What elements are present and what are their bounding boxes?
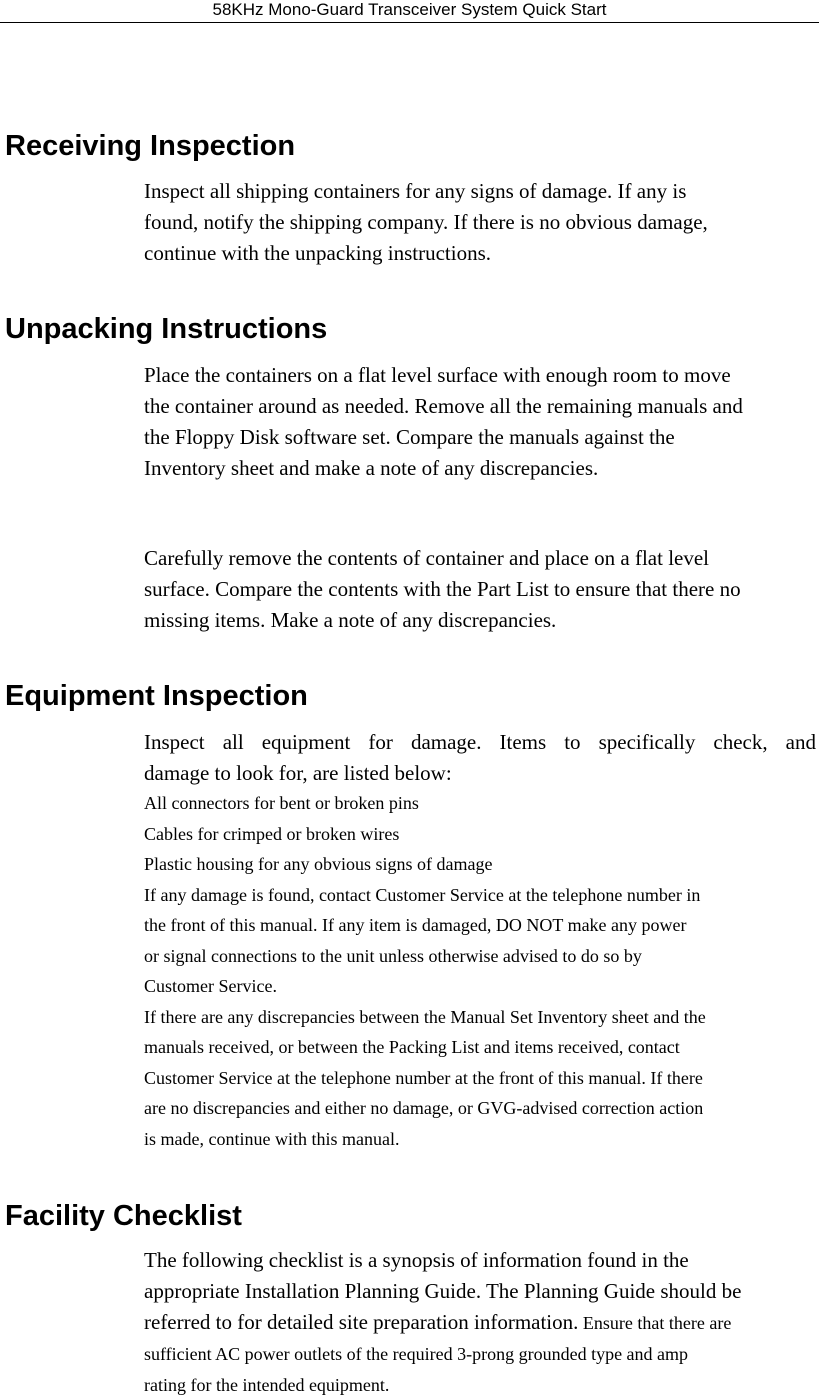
text-line: is made, continue with this manual. (144, 1124, 816, 1155)
heading-unpacking-instructions: Unpacking Instructions (5, 312, 327, 346)
justified-word: for (368, 727, 393, 758)
text-line: Inventory sheet and make a note of any discrepancies. (144, 453, 816, 484)
heading-facility-checklist: Facility Checklist (5, 1199, 242, 1233)
text-line: If there are any discrepancies between the Manual Set Inventory sheet and the (144, 1002, 816, 1033)
text-line: If any damage is found, contact Customer Service at the telephone number in (144, 880, 816, 911)
text-line: rating for the intended equipment. (144, 1370, 816, 1400)
text-line: Ensure that there are (578, 1313, 731, 1333)
justified-word: equipment (262, 727, 351, 758)
check-item: Plastic housing for any obvious signs of damage (144, 849, 816, 880)
justified-word: Items (500, 727, 547, 758)
equipment-check-list (144, 788, 816, 1154)
text-line: the front of this manual. If any item is damaged, DO NOT make any power (144, 910, 816, 941)
text-line: missing items. Make a note of any discrepancies. (144, 605, 816, 636)
text-line: manuals received, or between the Packing List and items received, contact (144, 1032, 816, 1063)
mixed-line (144, 1307, 816, 1339)
justified-word: specifically (599, 727, 696, 758)
text-line: surface. Compare the contents with the Part List to ensure that there no (144, 574, 816, 605)
page-header (0, 0, 819, 23)
heading-receiving-inspection: Receiving Inspection (5, 129, 295, 163)
justified-word: all (223, 727, 244, 758)
text-line: are no discrepancies and either no damage, or GVG-advised correction action (144, 1093, 816, 1124)
text-line: The following checklist is a synopsis of information found in the (144, 1245, 816, 1276)
header-title: 58KHz Mono-Guard Transceiver System Quick Start (213, 0, 607, 19)
justified-word: check, (713, 727, 767, 758)
justified-word: damage. (411, 727, 482, 758)
text-line: damage to look for, are listed below: (144, 758, 816, 789)
justified-line (144, 727, 816, 758)
text-line: Customer Service. (144, 971, 816, 1002)
text-line: Carefully remove the contents of container and place on a flat level (144, 543, 816, 574)
text-line: sufficient AC power outlets of the required 3-prong grounded type and amp (144, 1339, 816, 1370)
text-line: found, notify the shipping company. If there is no obvious damage, (144, 207, 816, 238)
text-line: referred to for detailed site preparation information. (144, 1310, 578, 1334)
text-line: Customer Service at the telephone number at the front of this manual. If there (144, 1063, 816, 1094)
unpacking-paragraph-2 (144, 543, 816, 636)
receiving-paragraph (144, 176, 816, 269)
heading-equipment-inspection: Equipment Inspection (5, 679, 308, 713)
text-line: continue with the unpacking instructions. (144, 238, 816, 269)
unpacking-paragraph-1 (144, 360, 816, 484)
text-line: Inspect all shipping containers for any signs of damage. If any is (144, 176, 816, 207)
equipment-intro (144, 727, 816, 789)
text-line: Place the containers on a flat level surface with enough room to move (144, 360, 816, 391)
justified-word: and (786, 727, 816, 758)
check-item: Cables for crimped or broken wires (144, 819, 816, 850)
check-item: All connectors for bent or broken pins (144, 788, 816, 819)
text-line: the container around as needed. Remove all the remaining manuals and (144, 391, 816, 422)
text-line: or signal connections to the unit unless otherwise advised to do so by (144, 941, 816, 972)
facility-paragraph (144, 1245, 816, 1400)
text-line: the Floppy Disk software set. Compare the manuals against the (144, 422, 816, 453)
justified-word: Inspect (144, 727, 205, 758)
justified-word: to (564, 727, 580, 758)
text-line: appropriate Installation Planning Guide. The Planning Guide should be (144, 1276, 816, 1307)
